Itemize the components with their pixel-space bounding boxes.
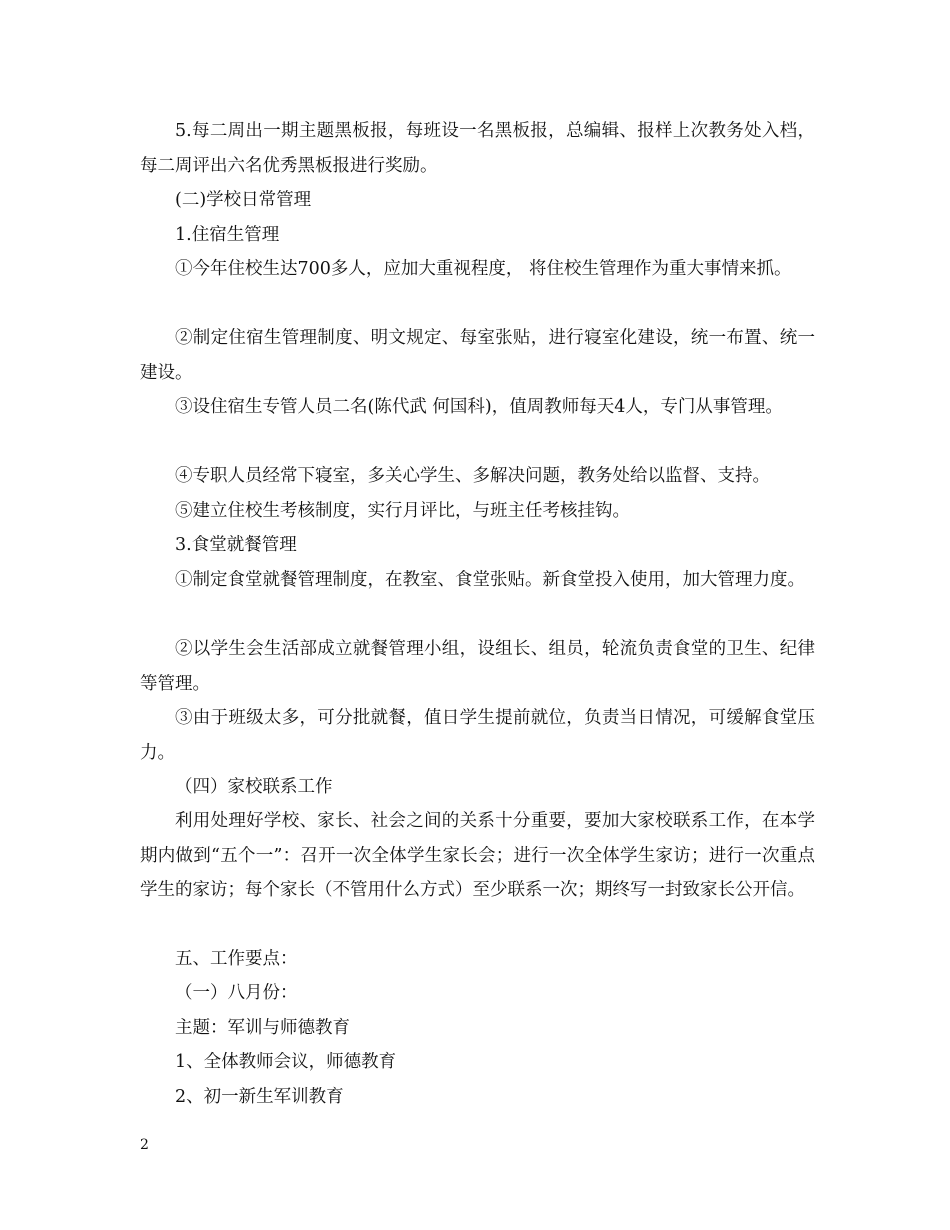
heading-boarding-management: 1.住宿生管理 [175, 225, 280, 245]
heading-work-points: 五、工作要点： [175, 949, 298, 969]
list-item-1: 1、全体教师会议，师德教育 [175, 1052, 397, 1072]
heading-canteen-management: 3.食堂就餐管理 [175, 535, 297, 555]
paragraph-home-school-contact: 利用处理好学校、家长、社会之间的关系十分重要，要加大家校联系工作，在本学期内做到“五个一”：召开一次全体学生家长会；进行一次全体学生家访；进行一次重点学生的家访；每个家长（不管用什么方式）至少联系一次；期终写一封致家长公开信。 [140, 811, 815, 900]
paragraph-canteen-2: ②以学生会生活部成立就餐管理小组，设组长、组员，轮流负责食堂的卫生、纪律等管理。 [140, 639, 815, 694]
paragraph-boarding-3: ③设住宿生专管人员二名(陈代武 何国科)，值周教师每天4人，专门从事管理。 [175, 397, 783, 417]
heading-august: （一）八月份： [175, 983, 298, 1003]
paragraph-boarding-1: ①今年住校生达700多人，应加大重视程度， 将住校生管理作为重大事情来抓。 [175, 259, 792, 279]
paragraph-boarding-4: ④专职人员经常下寝室，多关心学生、多解决问题，教务处给以监督、支持。 [175, 466, 770, 486]
heading-home-school-contact: （四）家校联系工作 [175, 777, 333, 797]
paragraph-boarding-2: ②制定住宿生管理制度、明文规定、每室张贴，进行寝室化建设，统一布置、统一建设。 [140, 328, 815, 383]
paragraph-canteen-1: ①制定食堂就餐管理制度，在教室、食堂张贴。新食堂投入使用，加大管理力度。 [175, 570, 805, 590]
paragraph-boarding-5: ⑤建立住校生考核制度，实行月评比，与班主任考核挂钩。 [175, 501, 630, 521]
paragraph-canteen-3: ③由于班级太多，可分批就餐，值日学生提前就位，负责当日情况，可缓解食堂压力。 [140, 708, 815, 763]
paragraph-blackboard-item-5: 5.每二周出一期主题黑板报，每班设一名黑板报，总编辑、报样上次教务处入档，每二周评出六名优秀黑板报进行奖励。 [140, 121, 815, 176]
page-number: 2 [140, 1137, 149, 1153]
heading-school-daily-management: (二)学校日常管理 [175, 190, 312, 210]
paragraph-theme: 主题：军训与师德教育 [175, 1018, 350, 1038]
list-item-2: 2、初一新生军训教育 [175, 1087, 344, 1107]
